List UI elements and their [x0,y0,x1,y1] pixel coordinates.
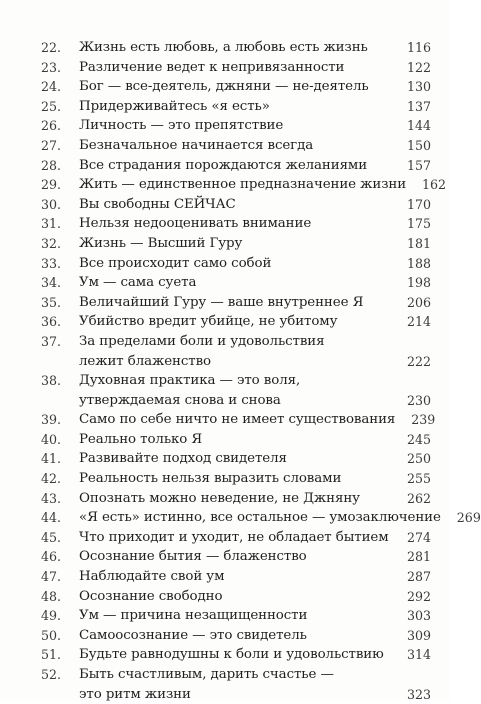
chapter-number: 27. [41,137,62,153]
page-number: 206 [406,294,431,310]
page-number: 287 [406,569,431,585]
chapter-title-line: Осознание бытия — блаженство [79,549,307,565]
chapter-title [79,587,391,607]
chapter-title [79,116,391,136]
page-number: 157 [406,157,431,173]
toc-entry [41,528,431,548]
chapter-number: 34. [41,275,62,291]
chapter-title-line: За пределами боли и удовольствия [79,333,325,349]
chapter-title-line: Жить — единственное предназначение жизни [79,177,407,193]
chapter-title-line: Бог — все-деятель, джняни — не-деятель [79,79,369,95]
chapter-title [79,547,391,567]
toc-entry [41,567,431,587]
page-number: 170 [406,196,431,212]
toc-entry [41,449,431,469]
toc-entry [41,508,481,528]
toc-entry [41,410,436,430]
toc-entry [41,626,431,646]
toc-entry [41,645,431,665]
toc-entry [41,606,431,626]
page-number: 262 [406,490,431,506]
chapter-title [79,645,391,665]
chapter-title-line: Реально только Я [79,431,203,447]
chapter-title-line: Самоосознание — это свидетель [79,627,307,643]
chapter-title-line: Придерживайтесь «я есть» [79,98,270,114]
chapter-title [79,214,391,234]
chapter-title-line: Нельзя недооценивать внимание [79,216,312,232]
toc-entry [41,273,431,293]
chapter-number: 31. [41,216,62,232]
chapter-number: 52. [41,667,62,682]
chapter-title-line: Ум — сама суета [79,275,197,291]
chapter-title-line: Вы свободны СЕЙЧАС [79,196,236,212]
page-number: 292 [406,588,431,604]
chapter-title [79,175,406,195]
page-number: 130 [406,79,431,95]
toc-entry [41,234,431,254]
chapter-title-line: Различение ведет к непривязанности [79,59,345,75]
page-number: 239 [411,412,436,428]
page-number: 255 [406,471,431,487]
chapter-number: 47. [41,569,62,585]
page-number: 245 [406,431,431,447]
page-number: 162 [422,177,447,193]
toc-entry [41,175,447,195]
toc-entry [41,254,431,274]
toc-entry [41,371,431,410]
chapter-title-line: Убийство вредит убийце, не убитому [79,314,338,330]
chapter-number: 46. [41,549,62,565]
chapter-number: 32. [41,235,62,251]
chapter-title [79,606,391,626]
chapter-number: 44. [41,510,62,526]
chapter-title-line: Ум — причина незащищенности [79,608,308,624]
chapter-title-line: это ритм жизни [79,686,191,702]
page-number: 309 [406,627,431,643]
chapter-title [79,371,391,410]
chapter-title [79,273,391,293]
chapter-number: 35. [41,294,62,310]
chapter-title-line: Реальность нельзя выразить словами [79,471,342,487]
toc-entry [41,38,431,58]
toc-entry [41,77,431,97]
chapter-title-line: Будьте равнодушны к боли и удовольствию [79,647,384,663]
chapter-title-line: Безначальное начинается всегда [79,137,314,153]
page-number: 137 [406,98,431,114]
chapter-number: 45. [41,529,62,545]
chapter-title-line: Опознать можно неведение, не Джняну [79,490,360,506]
chapter-title-line: лежит блаженство [79,353,211,369]
chapter-title-line: Что приходит и уходит, не обладает бытием [79,529,389,545]
toc-entry [41,116,431,136]
chapter-title [79,449,391,469]
page-number: 122 [406,59,431,75]
chapter-title [79,312,391,332]
page-number: 274 [406,529,431,545]
chapter-number: 49. [41,608,62,624]
page-number: 303 [406,608,431,624]
chapter-title-line: Все происходит само собой [79,255,272,271]
chapter-title-line: Все страдания порождаются желаниями [79,157,368,173]
chapter-number: 28. [41,157,62,173]
chapter-title [79,293,391,313]
chapter-number: 39. [41,412,62,428]
chapter-title-line: «Я есть» истинно, все остальное — умозаключение [79,510,441,526]
page-number: 314 [406,647,431,663]
chapter-number: 33. [41,255,62,271]
toc-entry [41,136,431,156]
toc-entry [41,430,431,450]
toc-entry [41,293,431,313]
toc-entry [41,489,431,509]
page-number: 188 [406,255,431,271]
page-number: 250 [406,451,431,467]
chapter-number: 40. [41,431,62,447]
chapter-title [79,410,395,430]
chapter-number: 48. [41,588,62,604]
chapter-title [79,77,391,97]
page-number: 144 [406,118,431,134]
chapter-title [79,156,391,176]
chapter-number: 23. [41,59,62,75]
page-number: 150 [406,137,431,153]
chapter-title [79,97,391,117]
chapter-title-line: Жизнь есть любовь, а любовь есть жизнь [79,40,368,55]
chapter-number: 41. [41,451,62,467]
toc-entry [41,58,431,78]
chapter-title [79,234,391,254]
chapter-number: 51. [41,647,62,663]
toc-entry [41,587,431,607]
chapter-number: 24. [41,79,62,95]
toc-entry [41,156,431,176]
page-number: 323 [406,686,431,702]
chapter-number: 29. [41,177,62,193]
chapter-title-line: Жизнь — Высший Гуру [79,235,243,251]
chapter-title-line: Быть счастливым, дарить счастье — [79,667,334,682]
page-number: 116 [406,40,431,55]
toc-entry [41,547,431,567]
chapter-title [79,665,391,704]
chapter-title [79,195,391,215]
toc-entry [41,469,431,489]
chapter-title [79,626,391,646]
chapter-title [79,254,391,274]
chapter-title-line: утверждаемая снова и снова [79,392,281,408]
page-number: 222 [406,353,431,369]
chapter-number: 36. [41,314,62,330]
toc-entry [41,332,431,371]
toc-entry [41,214,431,234]
toc-entry [41,665,431,704]
chapter-number: 43. [41,490,62,506]
toc-entry [41,97,431,117]
page-number: 198 [406,275,431,291]
chapter-title [79,489,391,509]
chapter-title [79,430,391,450]
chapter-number: 50. [41,627,62,643]
page-number: 214 [406,314,431,330]
chapter-number: 37. [41,333,62,349]
chapter-number: 38. [41,373,62,389]
chapter-title-line: Духовная практика — это воля, [79,373,301,389]
chapter-number: 25. [41,98,62,114]
chapter-title-line: Развивайте подход свидетеля [79,451,287,467]
chapter-title [79,332,391,371]
toc-entry [41,195,431,215]
chapter-number: 26. [41,118,62,134]
chapter-title-line: Наблюдайте свой ум [79,569,225,585]
chapter-number: 42. [41,471,62,487]
chapter-title-line: Величайший Гуру — ваше внутреннее Я [79,294,364,310]
chapter-title [79,528,391,548]
chapter-title [79,508,441,528]
page-number: 175 [406,216,431,232]
chapter-title [79,469,391,489]
chapter-title-line: Само по себе ничто не имеет существования [79,412,396,428]
table-of-contents [41,38,481,704]
chapter-number: 22. [41,40,62,55]
page-number: 181 [406,235,431,251]
page-number: 269 [456,510,481,526]
chapter-number: 30. [41,196,62,212]
chapter-title [79,58,391,78]
chapter-title [79,38,391,58]
chapter-title-line: Осознание свободно [79,588,223,604]
chapter-title [79,136,391,156]
page-number: 230 [406,392,431,408]
page-number: 281 [406,549,431,565]
chapter-title-line: Личность — это препятствие [79,118,284,134]
toc-entry [41,312,431,332]
chapter-title [79,567,391,587]
